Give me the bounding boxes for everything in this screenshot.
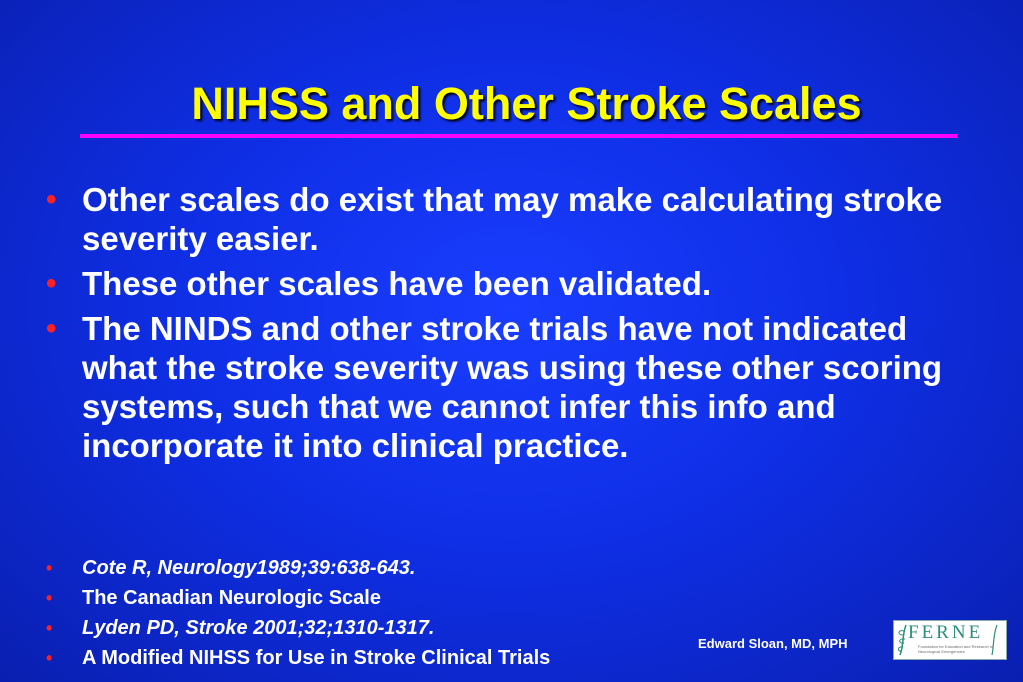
bullet-text: These other scales have been validated. [82, 265, 712, 302]
logo-subtitle: Foundation for Education and Research in Neurological Emergencies [918, 644, 993, 654]
reference-item [44, 586, 744, 610]
bullet-item [44, 180, 974, 258]
bullet-dot-icon: • [46, 618, 53, 638]
bullet-dot-icon: • [46, 312, 57, 345]
bullet-item [44, 309, 974, 465]
slide-title: NIHSS and Other Stroke Scales [191, 78, 862, 129]
author-credit: Edward Sloan, MD, MPH [698, 636, 848, 651]
logo-letters: FERNE [908, 622, 984, 643]
reference-text: Lyden PD, Stroke 2001;32;1310-1317. [82, 617, 435, 639]
bullet-dot-icon: • [46, 648, 53, 668]
bullet-text: The NINDS and other stroke trials have not indicated what the stroke severity was using these other scoring systems, such that we cannot infer this info and incorporate it into clinical practice. [82, 310, 943, 464]
bullet-item [44, 264, 974, 303]
reference-item [44, 616, 744, 640]
reference-text: A Modified NIHSS for Use in Stroke Clinical Trials [82, 647, 551, 669]
reference-text: The Canadian Neurologic Scale [82, 587, 381, 609]
bullet-text: Other scales do exist that may make calculating stroke severity easier. [82, 181, 943, 257]
reference-text: Cote R, Neurology1989;39:638-643. [82, 557, 416, 579]
main-bullet-list [44, 180, 974, 471]
bullet-dot-icon: • [46, 267, 57, 300]
bullet-dot-icon: • [46, 183, 57, 216]
reference-item [44, 646, 744, 670]
reference-item [44, 556, 744, 580]
title-underline [80, 134, 957, 138]
ferne-logo [893, 620, 1007, 660]
reference-list [44, 556, 744, 676]
bullet-dot-icon: • [46, 588, 53, 608]
bullet-dot-icon: • [46, 558, 53, 578]
